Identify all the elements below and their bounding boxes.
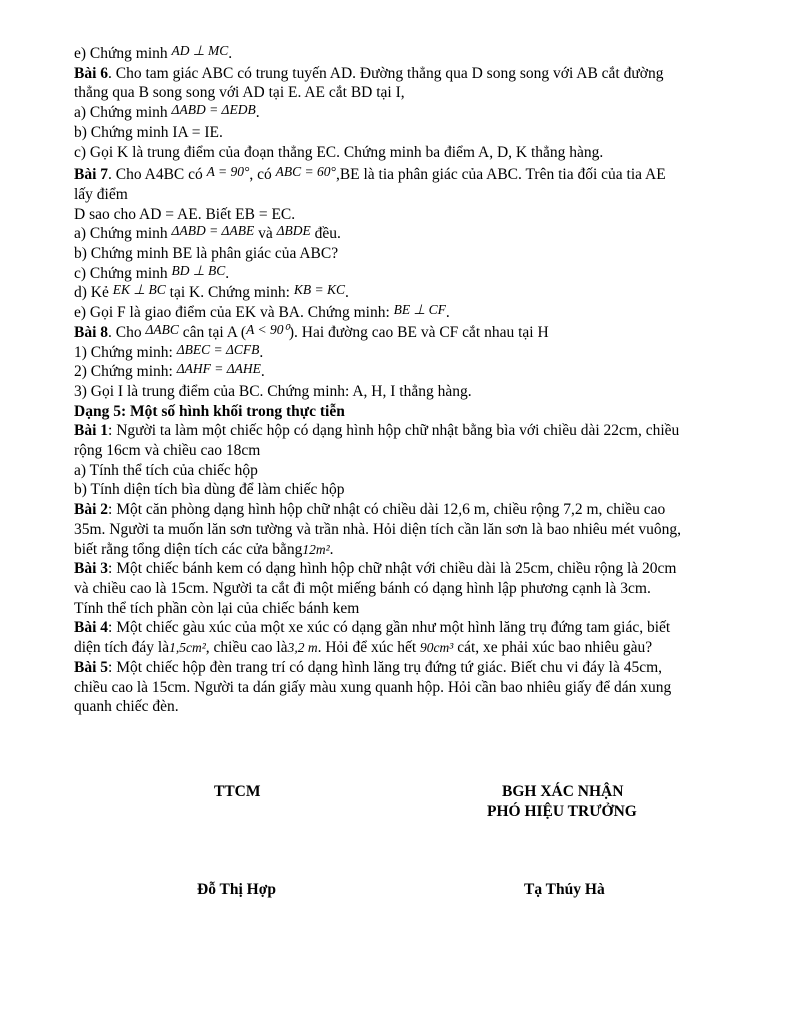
text-line: lấy điểm: [74, 185, 128, 203]
text-line: 1) Chứng minh: ΔBEC = ΔCFB.: [74, 341, 264, 361]
problem-5: Bài 5: Một chiếc hộp đèn trang trí có dạng hình lăng trụ đứng tứ giác. Biết chu vi đáy là 45cm,: [74, 658, 663, 676]
text-line: 35m. Người ta muốn lăn sơn tường và trần nhà. Hỏi diện tích cần lăn sơn là bao nhiêu mét vuông,: [74, 520, 682, 538]
problem-1: Bài 1: Người ta làm một chiếc hộp có dạng hình hộp chữ nhật bằng bìa với chiều dài 22cm, chiều: [74, 422, 680, 440]
document-body: [74, 44, 734, 717]
text-line: chiều cao là 15cm. Người ta dán giấy màu xung quanh hộp. Hỏi cần bao nhiêu giấy để dán xung: [74, 678, 672, 696]
text-line: 2) Chứng minh: ΔAHF = ΔAHE.: [74, 361, 265, 381]
text-line: a) Chứng minh ΔABD = ΔEDB.: [74, 102, 260, 122]
text-line: b) Chứng minh BE là phân giác của ABC?: [74, 245, 339, 263]
text-line: biết rằng tổng diện tích các cửa bằng12m².: [74, 540, 334, 558]
text-line: c) Chứng minh BD ⊥ BC.: [74, 262, 230, 282]
text-line: c) Gọi K là trung điểm của đoạn thẳng EC. Chứng minh ba điểm A, D, K thẳng hàng.: [74, 143, 604, 161]
text-line: quanh chiếc đèn.: [74, 698, 179, 716]
text-line: thẳng qua B song song với AD tại E. AE cắt BD tại I,: [74, 84, 405, 102]
text-line: e) Chứng minh AD ⊥ MC.: [74, 43, 233, 62]
text-line: 3) Gọi I là trung điểm của BC. Chứng minh: A, H, I thẳng hàng.: [74, 382, 472, 400]
text-line: D sao cho AD = AE. Biết EB = EC.: [74, 205, 296, 223]
text-line: d) Kẻ EK ⊥ BC tại K. Chứng minh: KB = KC.: [74, 282, 349, 302]
right-signature-title: BGH XÁC NHẬN: [502, 783, 624, 800]
text-line: diện tích đáy là1,5cm², chiều cao là3,2 m. Hỏi để xúc hết 90cm³ cát, xe phải xúc bao nhiêu gàu?: [74, 639, 653, 657]
text-line: và chiều cao là 15cm. Người ta cắt đi một miếng bánh có dạng hình lập phương cạnh là 3cm.: [74, 579, 651, 597]
right-signer-name: Tạ Thúy Hà: [524, 881, 605, 898]
exercise-6-heading: Bài 6. Cho tam giác ABC có trung tuyến AD. Đường thẳng qua D song song với AB cắt đường: [74, 64, 664, 82]
section-heading: Dạng 5: Một số hình khối trong thực tiễn: [74, 402, 345, 420]
exercise-7-heading: Bài 7. Cho A4BC có A = 90°, có ABC = 60°,BE là tia phân giác của ABC. Trên tia đối của tia AE: [74, 164, 666, 184]
exercise-8-heading: Bài 8. Cho ΔABC cân tại A (A < 90⁰). Hai đường cao BE và CF cắt nhau tại H: [74, 321, 549, 341]
problem-4: Bài 4: Một chiếc gàu xúc của một xe xúc có dạng gần như một hình lăng trụ đứng tam giác, biết: [74, 619, 671, 637]
text-line: b) Tính diện tích bìa dùng để làm chiếc hộp: [74, 481, 345, 499]
right-signature-subtitle: PHÓ HIỆU TRƯỞNG: [487, 803, 637, 820]
left-signer-name: Đỗ Thị Hợp: [197, 881, 276, 898]
problem-2: Bài 2: Một căn phòng dạng hình hộp chữ nhật có chiều dài 12,6 m, chiều rộng 7,2 m, chiều cao: [74, 501, 666, 519]
text-line: e) Gọi F là giao điểm của EK và BA. Chứng minh: BE ⊥ CF.: [74, 302, 450, 322]
text-line: a) Tính thể tích của chiếc hộp: [74, 461, 258, 479]
text-line: rộng 16cm và chiều cao 18cm: [74, 442, 261, 460]
text-line: Tính thể tích phần còn lại của chiếc bánh kem: [74, 599, 360, 617]
text-line: b) Chứng minh IA = IE.: [74, 123, 223, 141]
left-signature-title: TTCM: [214, 783, 261, 800]
problem-3: Bài 3: Một chiếc bánh kem có dạng hình hộp chữ nhật với chiều dài là 25cm, chiều rộng là 20cm: [74, 560, 677, 578]
text-line: a) Chứng minh ΔABD = ΔABE và ΔBDE đều.: [74, 223, 341, 243]
